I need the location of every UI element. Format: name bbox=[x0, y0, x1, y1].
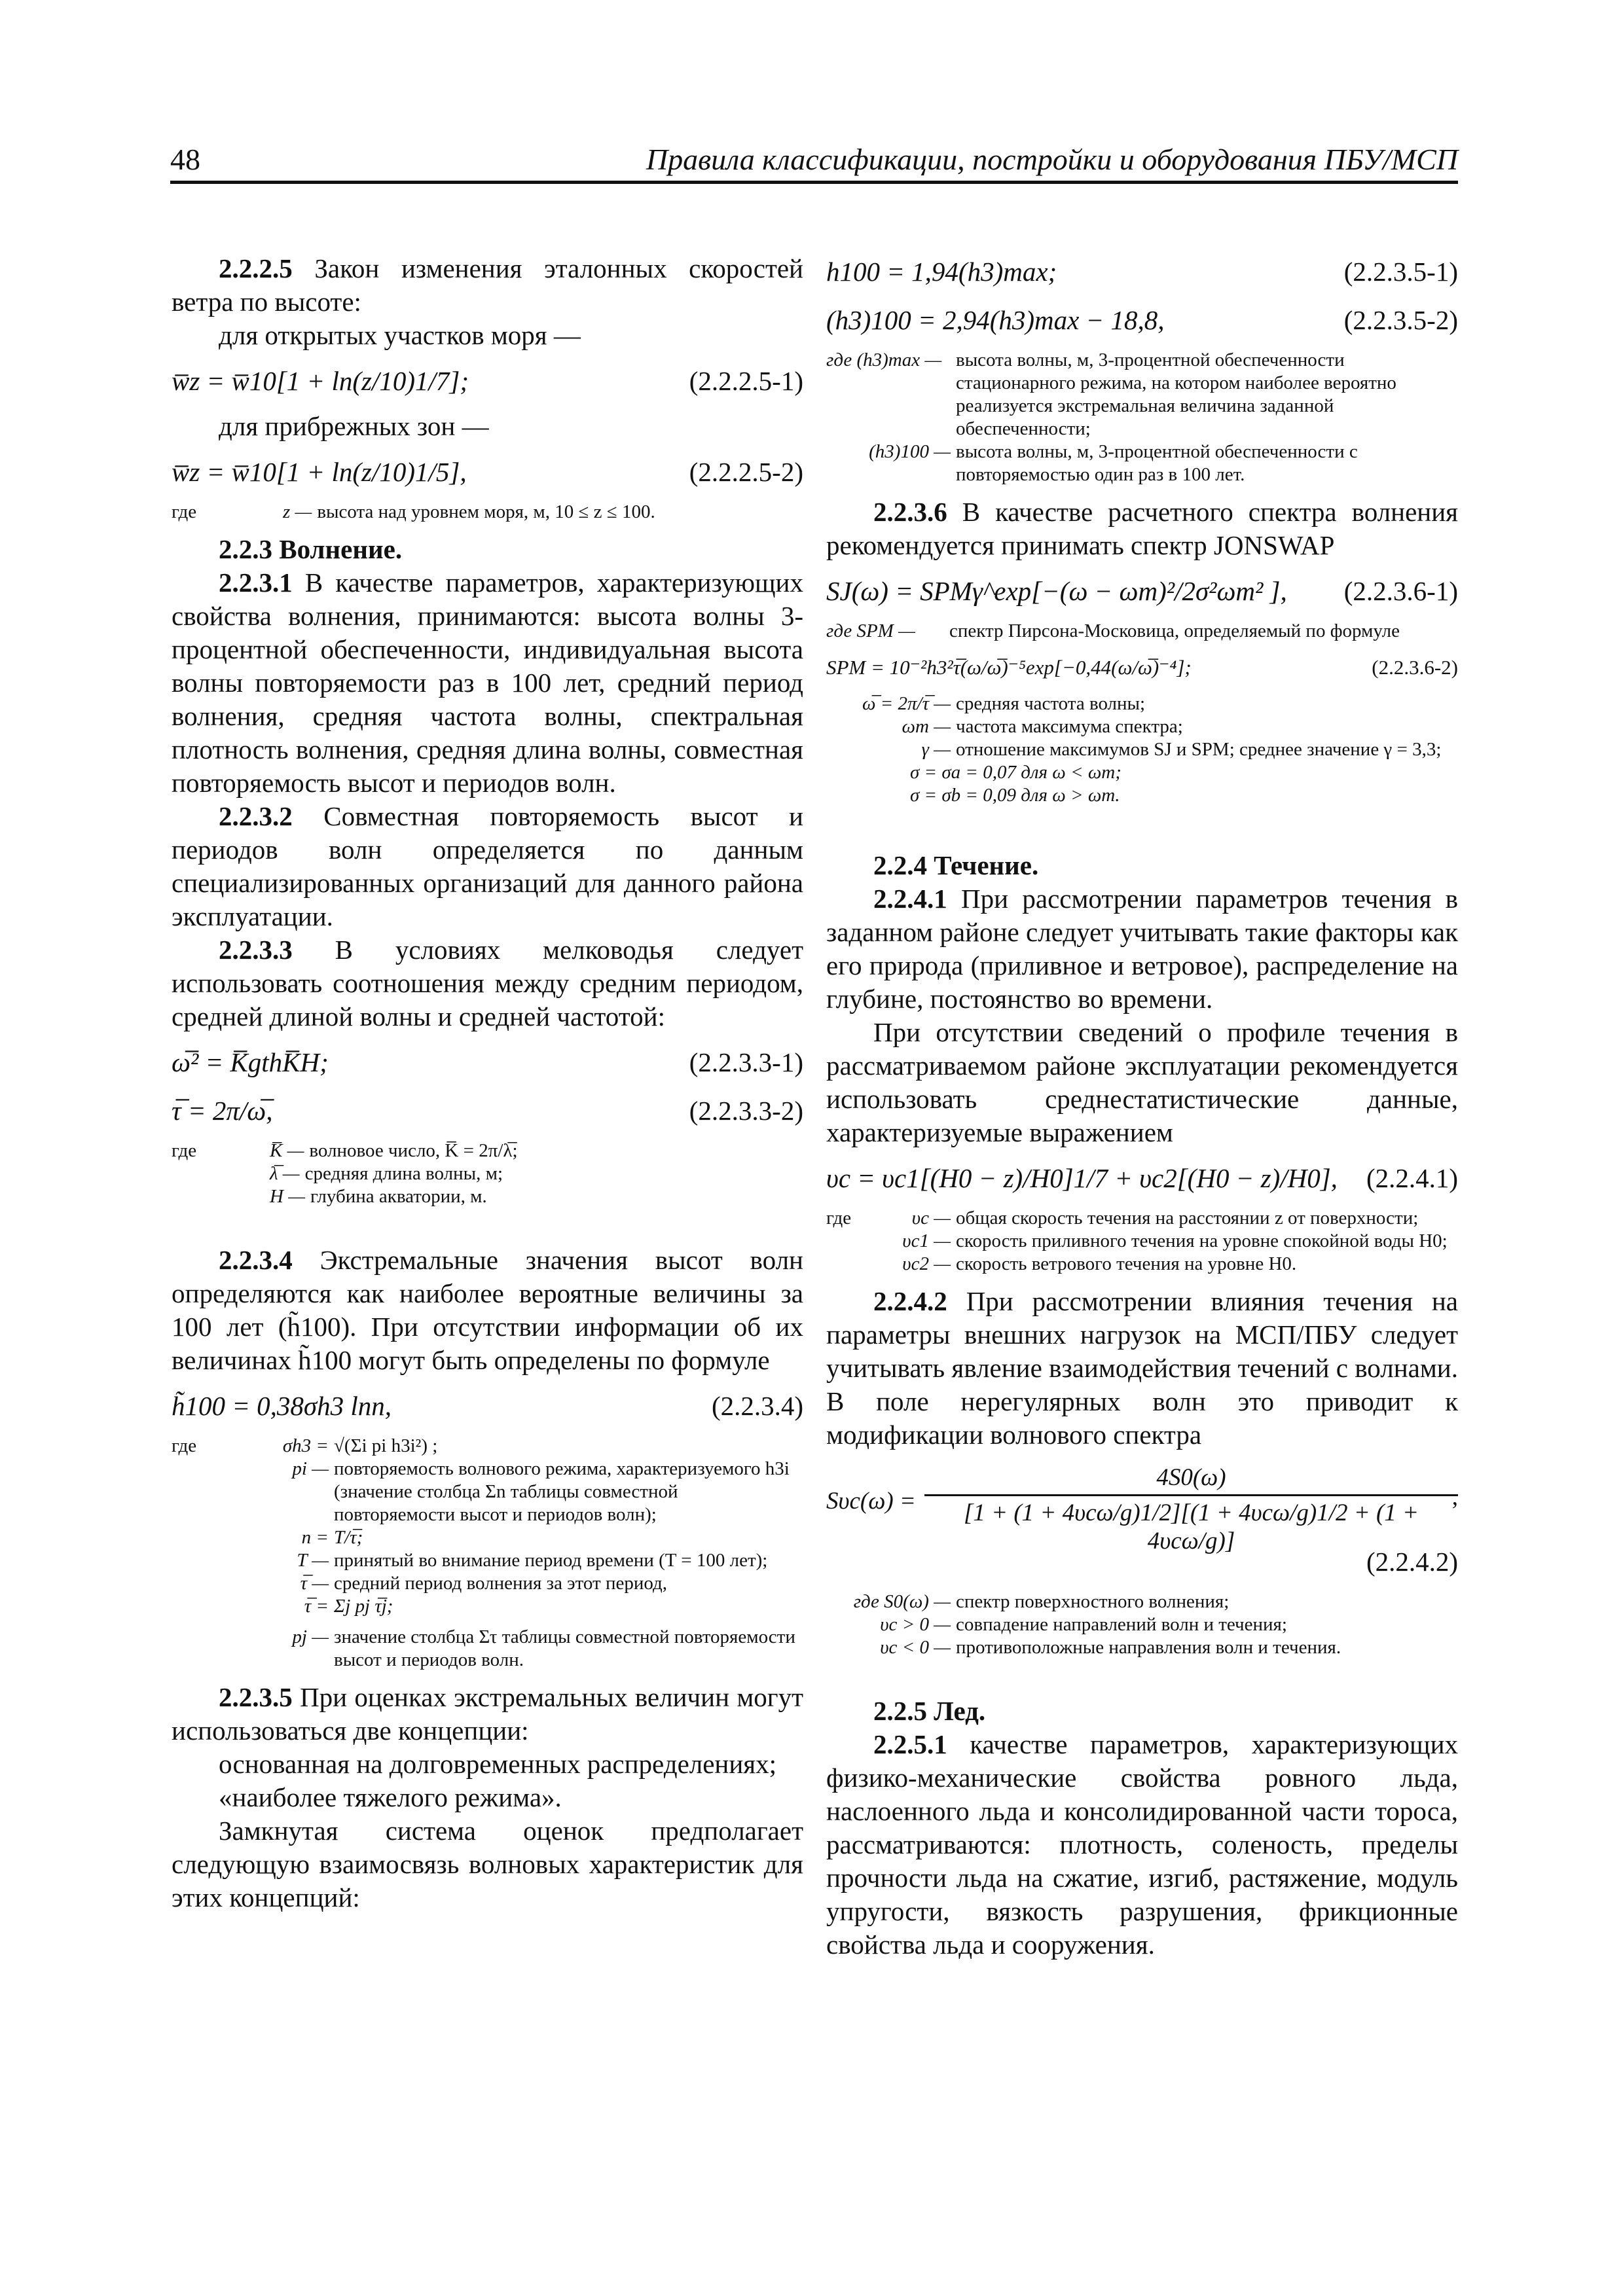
equation-formula: w̅z = w̅10[1 + ln(z/10)1/5], bbox=[172, 457, 467, 487]
equation-lhs: Sυc(ω) = bbox=[826, 1488, 916, 1515]
where-item bbox=[270, 1185, 803, 1208]
where-text: принятый во внимание период времени (T = 100 лет); bbox=[334, 1550, 768, 1571]
where-text: √(Σi pi h3i²) ; bbox=[334, 1435, 438, 1456]
page-header bbox=[170, 143, 1458, 184]
paragraph-2-2-4-2 bbox=[826, 1285, 1458, 1452]
where-text: σ = σb = 0,09 для ω > ωm. bbox=[910, 785, 1120, 806]
paragraph-2-2-3-1 bbox=[172, 566, 803, 800]
where-item bbox=[244, 1572, 803, 1595]
where-label: где bbox=[172, 1435, 197, 1456]
section-number: 2.2.2.5 bbox=[219, 253, 293, 283]
where-item bbox=[270, 1139, 803, 1162]
where-text: средний период волнения за этот период, bbox=[334, 1573, 668, 1594]
equation-number: (2.2.4.2) bbox=[1366, 1547, 1458, 1577]
where-symbol: z — bbox=[283, 501, 312, 522]
equation-2-2-3-5-1 bbox=[826, 252, 1458, 291]
section-number: 2.2.3.4 bbox=[219, 1245, 293, 1275]
where-symbol: σh3 = bbox=[282, 1435, 329, 1456]
equation-formula: h̃100 = 0,38σh3 lnn, bbox=[172, 1391, 392, 1421]
paragraph-text: Закон изменения эталонных скоростей ветра по высоте: bbox=[172, 253, 803, 317]
equation-number: (2.2.4.1) bbox=[1366, 1163, 1458, 1193]
equation-formula: υc = υc1[(H0 − z)/H0]1/7 + υc2[(H0 − z)/H0], bbox=[826, 1163, 1338, 1193]
where-block-4 bbox=[826, 349, 1458, 486]
section-2-2-3-heading: 2.2.3 Волнение. bbox=[219, 534, 403, 564]
where-symbol: где SPM — bbox=[826, 620, 915, 641]
where-symbol: n = bbox=[301, 1527, 329, 1548]
where-symbol: λ̅ — bbox=[270, 1163, 300, 1184]
where-symbol: υc1 — bbox=[902, 1230, 951, 1251]
section-2-2-4-heading: 2.2.4 Течение. bbox=[873, 850, 1039, 880]
where-item bbox=[270, 1162, 803, 1185]
where-text: спектр поверхностного волнения; bbox=[956, 1591, 1230, 1612]
equation-2-2-3-5-2 bbox=[826, 300, 1458, 340]
paragraph-text: При рассмотрении параметров течения в заданном районе следует учитывать такие факторы как его природа (приливное и ветровое), распределение на глубине, постоянство во времени. bbox=[826, 884, 1458, 1014]
where-text: высота над уровнем моря, м, 10 ≤ z ≤ 100. bbox=[317, 501, 655, 522]
where-item bbox=[892, 1230, 1458, 1253]
where-symbol: pi — bbox=[292, 1458, 329, 1479]
equation-formula: h100 = 1,94(h3)max; bbox=[826, 257, 1057, 287]
equation-2-2-2-5-1 bbox=[172, 361, 803, 401]
equation-2-2-3-6-1 bbox=[826, 571, 1458, 611]
where-label: где bbox=[826, 1208, 852, 1229]
where-item bbox=[826, 1590, 1458, 1613]
equation-number: (2.2.3.6-1) bbox=[1343, 576, 1458, 606]
section-number: 2.2.4.1 bbox=[873, 884, 947, 914]
fraction-denominator: [1 + (1 + 4υcω/g)1/2][(1 + 4υcω/g)1/2 + (1 + 4υcω/g)] bbox=[963, 1499, 1419, 1554]
where-item bbox=[826, 738, 1458, 761]
equation-2-2-4-1 bbox=[826, 1158, 1458, 1198]
where-item bbox=[826, 761, 1458, 784]
where-symbol: (h3)100 — bbox=[869, 441, 951, 462]
equation-number: (2.2.2.5-2) bbox=[689, 457, 803, 487]
where-item bbox=[826, 692, 1458, 715]
paragraph-text: Экстремальные значения высот волн определяются как наиболее вероятные величины за 100 лет (h̃100). При отсутствии информации об их величинах h̃100 могут быть определены по формуле bbox=[172, 1245, 803, 1375]
where-block-2 bbox=[172, 1139, 803, 1208]
paragraph-text: Совместная повторяемость высот и периодов волн определяется по данным специализированных организаций для данного района эксплуатации. bbox=[172, 801, 803, 931]
where-text: отношение максимумов SJ и SPM; среднее значение γ = 3,3; bbox=[956, 739, 1442, 760]
where-text: повторяемость волнового режима, характеризуемого h3i (значение столбца Σn таблицы совместной повторяемости высот и периодов волн); bbox=[334, 1458, 790, 1525]
where-symbol: γ — bbox=[921, 739, 951, 760]
paragraph-2-2-3-4 bbox=[172, 1244, 803, 1377]
section-number: 2.2.3.5 bbox=[219, 1682, 293, 1712]
where-item bbox=[826, 620, 1458, 643]
where-label: где bbox=[172, 501, 197, 522]
where-text: совпадение направлений волн и течения; bbox=[956, 1614, 1287, 1635]
where-item bbox=[892, 1253, 1458, 1276]
where-text: волновое число, K̅ = 2π/λ̅; bbox=[309, 1140, 518, 1161]
where-symbol: ω̅ = 2π/τ̅ — bbox=[862, 693, 951, 714]
paragraph-2-2-2-5 bbox=[172, 252, 803, 319]
where-item bbox=[826, 1636, 1458, 1659]
where-symbol: υc > 0 — bbox=[880, 1614, 951, 1635]
where-symbol: τ̅ — bbox=[300, 1573, 329, 1594]
where-text: общая скорость течения на расстоянии z от поверхности; bbox=[956, 1208, 1419, 1229]
section-number: 2.2.3.1 bbox=[219, 567, 293, 598]
closing-paragraph: Замкнутая система оценок предполагает следующую взаимосвязь волновых характеристик для этих концепций: bbox=[172, 1816, 803, 1912]
where-text: противоположные направления волн и течения. bbox=[956, 1637, 1341, 1658]
profile-paragraph: При отсутствии сведений о профиле течения в рассматриваемом районе эксплуатации рекомендуется использовать среднестатистические данные, характеризуемые выражением bbox=[826, 1017, 1458, 1147]
concept-2: «наиболее тяжелого режима». bbox=[219, 1782, 562, 1812]
where-symbol: T — bbox=[297, 1550, 329, 1571]
where-text: скорость ветрового течения на уровне H0. bbox=[956, 1253, 1297, 1274]
where-symbol: ωm — bbox=[902, 716, 951, 737]
where-block-6 bbox=[826, 692, 1458, 807]
equation-number: (2.2.3.4) bbox=[711, 1391, 803, 1421]
equation-number: (2.2.3.5-1) bbox=[1343, 257, 1458, 287]
where-item bbox=[244, 1458, 803, 1526]
paragraph-2-2-3-6 bbox=[826, 495, 1458, 562]
paragraph-text: При рассмотрении влияния течения на параметры внешних нагрузок на МСП/ПБУ следует учитывать явление взаимодействия течений с волнами. В поле нерегулярных волн это приводит к модификации волнового спектра bbox=[826, 1286, 1459, 1450]
equation-2-2-3-6-2 bbox=[826, 652, 1458, 683]
where-text: средняя длина волны, м; bbox=[304, 1163, 503, 1184]
where-text: Σj pj τ̅j; bbox=[334, 1596, 393, 1617]
equation-number: (2.2.3.5-2) bbox=[1343, 305, 1458, 335]
where-text: высота волны, м, 3-процентной обеспеченности с повторяемостью один раз в 100 лет. bbox=[956, 441, 1358, 485]
where-item bbox=[244, 1435, 803, 1458]
section-2-2-5-heading: 2.2.5 Лед. bbox=[873, 1696, 986, 1726]
equation-2-2-3-3-1 bbox=[172, 1043, 803, 1082]
where-item bbox=[826, 715, 1458, 738]
where-item bbox=[244, 1526, 803, 1549]
where-block-1 bbox=[172, 501, 803, 524]
where-item bbox=[244, 1595, 803, 1618]
equation-number: (2.2.2.5-1) bbox=[689, 366, 803, 396]
equation-number: (2.2.3.3-2) bbox=[689, 1096, 803, 1126]
right-column bbox=[826, 252, 1458, 1962]
where-text: T/τ̅; bbox=[334, 1527, 363, 1548]
paragraph-text: качестве параметров, характеризующих физико-механические свойства ровного льда, наслоенного льда и консолидированной части тороса, рассматриваются: плотность, соленость, пределы прочности льда на сжатие, изгиб, растяжение, модуль упругости, вязкость разрушения, фрикционные свойства льда и сооружения. bbox=[826, 1729, 1459, 1960]
left-column bbox=[172, 252, 803, 1914]
where-item bbox=[826, 784, 1458, 807]
open-sea-label: для открытых участков моря — bbox=[219, 320, 581, 350]
where-symbol: τ̅ = bbox=[304, 1596, 329, 1617]
paragraph-2-2-4-1 bbox=[826, 882, 1458, 1016]
equation-fraction bbox=[924, 1463, 1458, 1555]
where-block-8 bbox=[826, 1590, 1458, 1659]
where-symbol: K̅ — bbox=[270, 1140, 304, 1161]
where-item bbox=[244, 1549, 803, 1572]
where-text: глубина акватории, м. bbox=[310, 1186, 487, 1207]
paragraph-text: При оценках экстремальных величин могут использоваться две концепции: bbox=[172, 1682, 803, 1746]
where-item bbox=[826, 1613, 1458, 1636]
paragraph-2-2-3-2 bbox=[172, 800, 803, 933]
where-text: значение столбца Στ таблицы совместной повторяемости высот и периодов волн. bbox=[334, 1626, 795, 1670]
where-label: где bbox=[172, 1140, 197, 1161]
running-title: Правила классификации, постройки и оборудования ПБУ/МСП bbox=[646, 143, 1458, 176]
equation-formula: ω̅² = K̅gthK̅H; bbox=[172, 1047, 329, 1077]
where-text: спектр Пирсона-Московица, определяемый по формуле bbox=[949, 620, 1400, 641]
where-symbol: pj — bbox=[292, 1626, 329, 1647]
where-block-7 bbox=[826, 1207, 1458, 1276]
paragraph-text: В качестве параметров, характеризующих свойства волнения, принимаются: высота волны 3-процентной обеспеченности, индивидуальная высота волны повторяемости раз в 100 лет, средний период волнения, средняя частота волны, спектральная плотность волнения, средняя длина волны, совместная повторяемость высот и периодов волн. bbox=[172, 567, 803, 798]
where-text: скорость приливного течения на уровне спокойной воды H0; bbox=[956, 1230, 1448, 1251]
paragraph-text: В качестве расчетного спектра волнения рекомендуется принимать спектр JONSWAP bbox=[826, 497, 1459, 560]
section-number: 2.2.5.1 bbox=[873, 1729, 947, 1759]
where-symbol: υc < 0 — bbox=[880, 1637, 951, 1658]
where-block-3 bbox=[172, 1435, 803, 1672]
section-number: 2.2.3.3 bbox=[219, 935, 293, 965]
where-symbol: где (h3)max — bbox=[826, 350, 942, 370]
equation-number: (2.2.3.6-2) bbox=[1372, 656, 1458, 679]
fraction-numerator: 4S0(ω) bbox=[924, 1463, 1458, 1496]
where-text: средняя частота волны; bbox=[956, 693, 1146, 714]
coastal-label: для прибрежных зон — bbox=[219, 411, 489, 441]
equation-2-2-2-5-2 bbox=[172, 452, 803, 492]
where-text: σ = σa = 0,07 для ω < ωm; bbox=[910, 762, 1122, 783]
where-block-5 bbox=[826, 620, 1458, 643]
paragraph-text: В условиях мелководья следует использовать соотношения между средним периодом, средней длиной волны и средней частотой: bbox=[172, 935, 804, 1031]
page-number: 48 bbox=[170, 143, 200, 176]
equation-formula: SPM = 10⁻²h3²τ̅(ω/ω̅)⁻⁵exp[−0,44(ω/ω̅)⁻⁴]; bbox=[826, 656, 1192, 679]
equation-formula: SJ(ω) = SPMγ^exp[−(ω − ωm)²/2σ²ωm² ], bbox=[826, 576, 1287, 606]
where-symbol: υc2 — bbox=[902, 1253, 951, 1274]
section-number: 2.2.4.2 bbox=[873, 1286, 947, 1316]
paragraph-2-2-3-3 bbox=[172, 933, 803, 1033]
equation-number: (2.2.3.3-1) bbox=[689, 1047, 803, 1077]
where-symbol: где S0(ω) — bbox=[853, 1591, 951, 1612]
equation-2-2-4-2 bbox=[826, 1463, 1458, 1554]
where-item bbox=[244, 1626, 803, 1672]
equation-formula: (h3)100 = 2,94(h3)max − 18,8, bbox=[826, 305, 1165, 335]
paragraph-2-2-5-1 bbox=[826, 1728, 1458, 1962]
concept-1: основанная на долговременных распределениях; bbox=[219, 1749, 777, 1779]
equation-number-row bbox=[826, 1542, 1458, 1581]
where-text: высота волны, м, 3-процентной обеспеченности стационарного режима, на котором наиболее вероятно реализуется экстремальная величина заданной обеспеченности; bbox=[956, 350, 1396, 439]
where-symbol: H — bbox=[270, 1186, 305, 1207]
section-number: 2.2.3.6 bbox=[873, 497, 947, 527]
where-symbol: υc — bbox=[911, 1208, 951, 1229]
equation-formula: τ̅ = 2π/ω̅, bbox=[172, 1096, 273, 1126]
paragraph-2-2-3-5 bbox=[172, 1681, 803, 1748]
equation-2-2-3-3-2 bbox=[172, 1091, 803, 1130]
equation-2-2-3-4 bbox=[172, 1386, 803, 1426]
where-item bbox=[826, 440, 1458, 486]
where-item bbox=[826, 349, 1458, 440]
where-text: частота максимума спектра; bbox=[956, 716, 1183, 737]
where-item bbox=[892, 1207, 1458, 1230]
equation-formula: w̅z = w̅10[1 + ln(z/10)1/7]; bbox=[172, 366, 469, 396]
equation-comma: , bbox=[1451, 1484, 1458, 1511]
section-number: 2.2.3.2 bbox=[219, 801, 293, 831]
